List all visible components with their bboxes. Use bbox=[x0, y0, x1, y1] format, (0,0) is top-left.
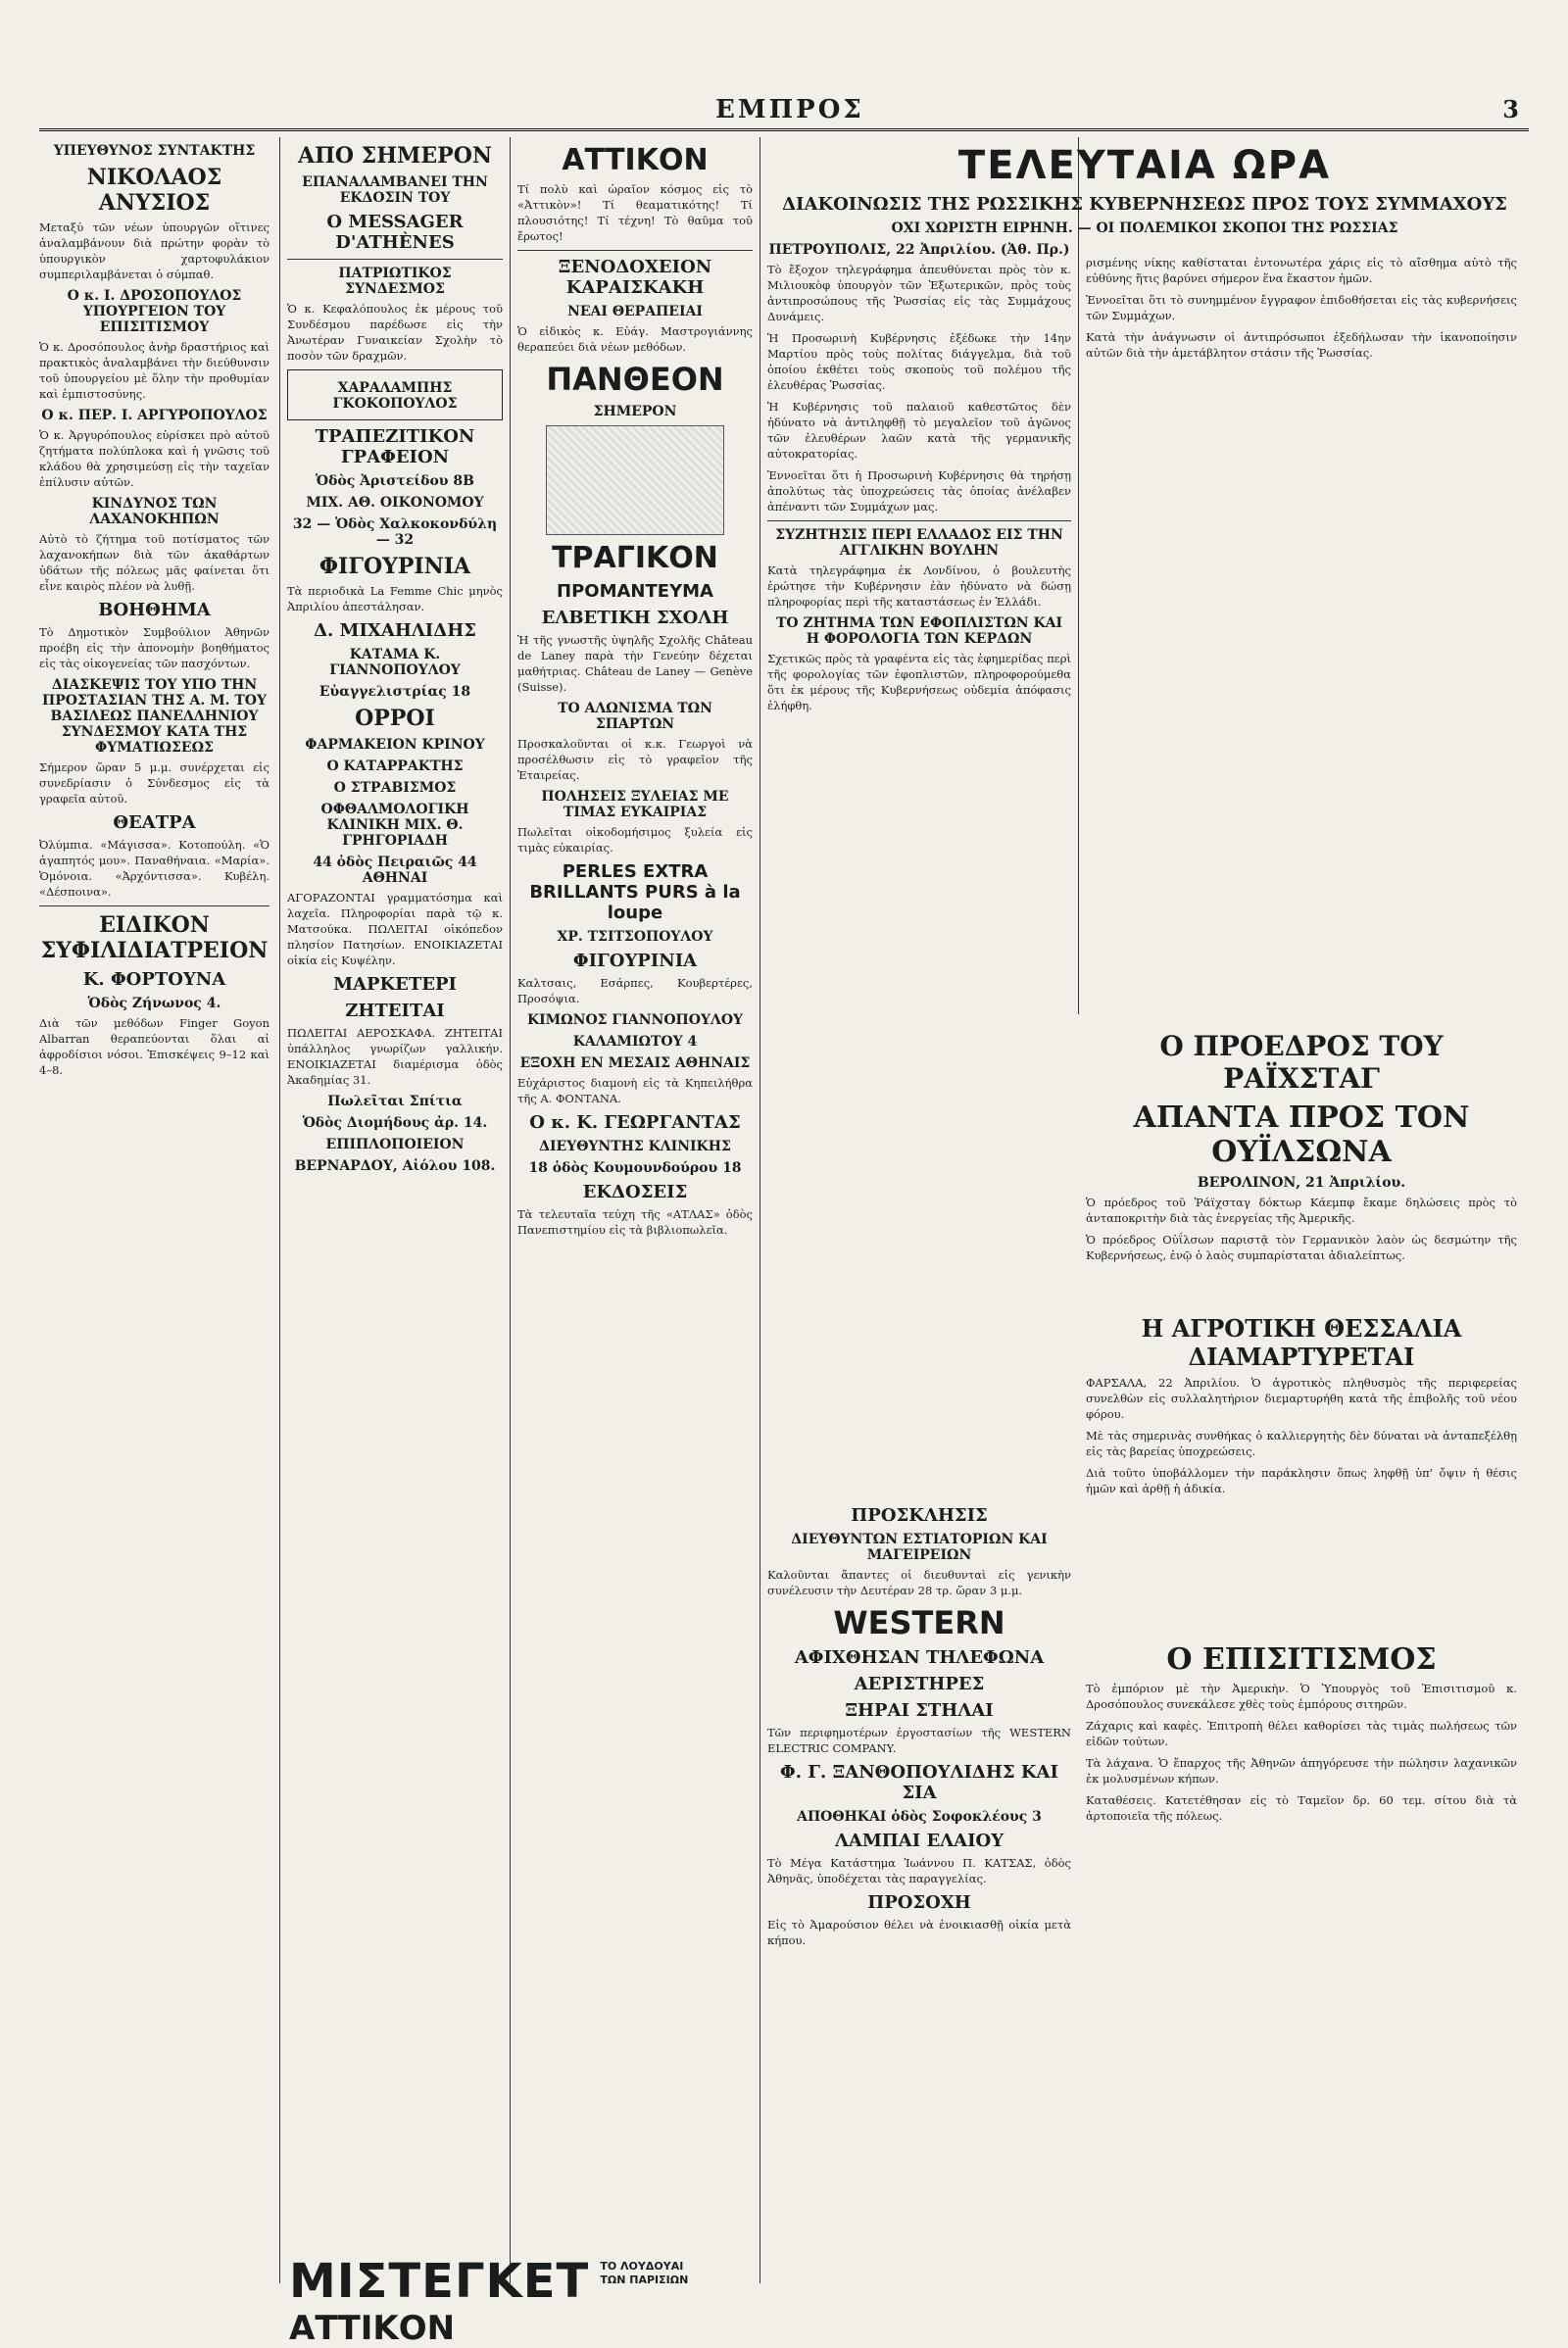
article-text: Τὸ Δημοτικὸν Συμβούλιον Ἀθηνῶν προέβη εἰς τὴν ἀπονομὴν βοηθήματος εἰς τὰς οἰκογενείας τῶν πασχόντων. bbox=[39, 625, 270, 670]
column-2 bbox=[287, 137, 503, 1178]
headline: ΤΟ ΖΗΤΗΜΑ ΤΩΝ ΕΦΟΠΛΙΣΤΩΝ ΚΑΙ Η ΦΟΡΟΛΟΓΙΑ ΤΩΝ ΚΕΡΔΩΝ bbox=[775, 615, 1063, 647]
article-text: Αὐτὸ τὸ ζήτημα τοῦ ποτίσματος τῶν λαχανοκήπων διὰ τῶν ἀκαθάρτων ὑδάτων τῆς πόλεως μᾶς φαίνεται ὅτι εἶνε καιρὸς πλέον νὰ λυθῇ. bbox=[39, 532, 270, 593]
article-text: Μὲ τὰς σημερινὰς συνθήκας ὁ καλλιεργητὴς δὲν δύναται νὰ ἀνταπεξέλθῃ εἰς τὰς βαρείας ὑποχρεώσεις. bbox=[1086, 1429, 1517, 1458]
ad-title: ΜΑΡΚΕΤΕΡΙ bbox=[333, 974, 457, 995]
divider bbox=[517, 250, 753, 251]
illustration bbox=[546, 425, 724, 535]
ad-title: Ο ΚΑΤΑΡΡΑΚΤΗΣ bbox=[326, 758, 464, 774]
ad-text: Διὰ τῶν μεθόδων Finger Goyon Albarran θεραπεύονται ὅλαι αἱ ἀφροδίσιοι νόσοι. Ἐπισκέψεις 9–12 καὶ 4–8. bbox=[39, 1016, 270, 1077]
article-text: Ὁ πρόεδρος Οὐΐλσων παριστᾷ τὸν Γερμανικὸν λαὸν ὡς δεσμώτην τῆς Κυβερνήσεως, ἐνῷ ὁ λαὸς συμπαρίσταται ἀδιαλείπτως. bbox=[1086, 1233, 1517, 1262]
divider bbox=[39, 905, 270, 906]
headline: Ο MESSAGER D'ATHÈNES bbox=[326, 212, 464, 253]
headline-last-hour: ΤΕΛΕΥΤΑΙΑ ΩΡΑ bbox=[957, 143, 1332, 188]
ad-text: Πωλεῖται οἰκοδομήσιμος ξυλεία εἰς τιμὰς εὐκαιρίας. bbox=[517, 825, 753, 855]
headline: Ο ΕΠΙΣΙΤΙΣΜΟΣ bbox=[1166, 1642, 1437, 1677]
ad-address: ΒΕΡΝΑΡΔΟΥ, Αἰόλου 108. bbox=[294, 1158, 496, 1174]
footer-ad-venue: ΑΤΤΙΚΟΝ bbox=[289, 2309, 456, 2348]
column-3 bbox=[517, 137, 753, 1244]
ad-name: ΦΑΡΜΑΚΕΙΟΝ ΚΡΙΝΟΥ bbox=[305, 737, 485, 753]
article-text: Ὁ κ. Ἀργυρόπουλος εὑρίσκει πρὸ αὐτοῦ ζητήματα πολύπλοκα καὶ ἡ γνῶσις τοῦ κλάδου θὰ χρησιμεύσῃ εἰς τὴν ταχεῖαν ἐπίλυσιν αὐτῶν. bbox=[39, 428, 270, 489]
article-text: Ὁ κ. Κεφαλόπουλος ἐκ μέρους τοῦ Συνδέσμου παρέδωσε εἰς τὴν Ἀνωτέραν Γυναικείαν Σχολὴν τὸ ποσὸν τῶν δραχμῶν. bbox=[287, 302, 503, 363]
column-rule bbox=[1078, 137, 1079, 1014]
ad-name: ΧΑΡΑΛΑΜΠΗΣ ΓΚΟΚΟΠΟΥΛΟΣ bbox=[332, 380, 458, 412]
editor-label: ΥΠΕΥΘΥΝΟΣ ΣΥΝΤΑΚΤΗΣ bbox=[53, 143, 256, 159]
ad-address: ΑΠΟΘΗΚΑΙ ὁδὸς Σοφοκλέους 3 bbox=[797, 1809, 1042, 1825]
ad-address: 44 ὁδὸς Πειραιῶς 44 ΑΘΗΝΑΙ bbox=[313, 855, 477, 886]
ad-title: ΞΕΝΟΔΟΧΕΙΟΝ ΚΑΡΑΙΣΚΑΚΗ bbox=[558, 257, 712, 298]
ad-name: Ο κ. Κ. ΓΕΩΡΓΑΝΤΑΣ bbox=[529, 1112, 741, 1133]
ad-name: ΜΙΧ. ΑΘ. ΟΙΚΟΝΟΜΟΥ bbox=[306, 495, 484, 511]
headline: ΒΟΗΘΗΜΑ bbox=[98, 600, 211, 620]
ad-title: ΦΙΓΟΥΡΙΝΙΑ bbox=[572, 951, 698, 971]
ad-text: Καλτσαις, Εσάρπες, Κουβερτέρες, Προσόψια. bbox=[517, 976, 753, 1005]
article-text: ρισμένης νίκης καθίσταται ἐντονωτέρα χάρις εἰς τὸ αἴσθημα αὐτὸ τῆς εὐθύνης ἥτις βαρύνει σήμερον ἕνα ἕκαστον ἡμῶν. bbox=[1086, 256, 1517, 285]
article-text: Κατὰ τὴν ἀνάγνωσιν οἱ ἀντιπρόσωποι ἐξεδήλωσαν τὴν ἱκανοποίησιν αὐτῶν διὰ τὴν ἀμετάβλητον στάσιν τῆς Ῥωσσίας. bbox=[1086, 330, 1517, 360]
headline: ΕΞΟΧΗ ΕΝ ΜΕΣΑΙΣ ΑΘΗΝΑΙΣ bbox=[519, 1055, 751, 1071]
ad-address: Ὁδὸς Διομήδους ἀρ. 14. bbox=[302, 1115, 488, 1131]
ad-title: ΑΕΡΙΣΤΗΡΕΣ bbox=[854, 1674, 985, 1694]
headline: ΠΡΟΣΚΛΗΣΙΣ bbox=[851, 1505, 988, 1526]
dateline: ΒΕΡΟΛΙΝΟΝ, 21 Ἀπριλίου. bbox=[1197, 1175, 1406, 1191]
ad-text: Εὐχάριστος διαμονὴ εἰς τὰ Κηπειλήθρα τῆς Α. ΦΟΝΤΑΝΑ. bbox=[517, 1076, 753, 1105]
headline: ΕΚΔΟΣΕΙΣ bbox=[582, 1182, 688, 1202]
article-text: Ἡ τῆς γνωστῆς ὑψηλῆς Σχολῆς Château de Laney παρὰ τὴν Γενεύην δέχεται μαθήτριας. Château de Laney — Genève (Suisse). bbox=[517, 633, 753, 694]
headline: ΑΤΤΙΚΟΝ bbox=[562, 143, 709, 177]
article-text: Τὰ λάχανα. Ὁ ἔπαρχος τῆς Ἀθηνῶν ἀπηγόρευσε τὴν πώλησιν λαχανικῶν ἐκ μολυσμένων κήπων. bbox=[1086, 1756, 1517, 1785]
article-text: Καλοῦνται ἅπαντες οἱ διευθυνταὶ εἰς γενικὴν συνέλευσιν τὴν Δευτέραν 28 τρ. ὥραν 3 μ.μ. bbox=[767, 1568, 1071, 1597]
ad-title: ΤΡΑΠΕΖΙΤΙΚΟΝ ΓΡΑΦΕΙΟΝ bbox=[315, 426, 475, 467]
column-rule bbox=[279, 137, 280, 2283]
ad-title: ΟΡΡΟΙ bbox=[355, 706, 435, 731]
article-text: Μεταξύ τῶν νέων ὑπουργῶν οἵτινες ἀναλαμβάνουν διὰ πρώτην φορὰν τὸ ὑπουργικὸν χαρτοφυλάκιον συμπεριλαμβάνεται ὁ σύμπαθ. bbox=[39, 220, 270, 281]
page-number: 3 bbox=[1502, 95, 1519, 123]
article-text: Ἐννοεῖται ὅτι ἡ Προσωρινὴ Κυβέρνησις θὰ τηρήσῃ ἀπολύτως τὰς ὑποχρεώσεις τὰς ὁποίας ἀνέλαβεν ἀπέναντι τῶν Συμμάχων μας. bbox=[767, 468, 1071, 514]
headline: Ο κ. Ι. ΔΡΟΣΟΠΟΥΛΟΣ ΥΠΟΥΡΓΕΙΟΝ ΤΟΥ ΕΠΙΣΙΤΙΣΜΟΥ bbox=[67, 288, 242, 335]
ad-address: Ὁδὸς Ἀριστείδου 8Β bbox=[316, 473, 474, 489]
president-article bbox=[1086, 1024, 1517, 1269]
article-text: Ὀλύμπια. «Μάγισσα». Κοτοπούλη. «Ὁ ἀγαπητός μου». Παναθήναια. «Μαρία». Ὁμόνοια. «Ἀρχόντισσα». Κυβέλη. «Δέσποινα». bbox=[39, 838, 270, 899]
ad-title: ΖΗΤΕΙΤΑΙ bbox=[345, 1001, 445, 1021]
column-rule bbox=[510, 137, 511, 2283]
article-text: Διὰ τοῦτο ὑποβάλλομεν τὴν παράκλησιν ὅπως ληφθῇ ὑπ' ὄψιν ἡ θέσις ἡμῶν καὶ ἀρθῇ ἡ ἀδικία. bbox=[1086, 1466, 1517, 1495]
article-text: Κατὰ τηλεγράφημα ἐκ Λονδίνου, ὁ βουλευτὴς ἐρώτησε τὴν Κυβέρνησιν ἐὰν ἠδύνατο νὰ δώσῃ πληροφορίας περὶ τῆς καταστάσεως ἐν Ἑλλάδι. bbox=[767, 563, 1071, 609]
article-text: Ὁ κ. Δροσόπουλος ἀνὴρ δραστήριος καὶ πρακτικὸς ἀναλαμβάνει τὴν διεύθυνσιν τοῦ ὑπουργείου μὲ ὅλην τὴν προθυμίαν καὶ ἐμπιστοσύνης. bbox=[39, 340, 270, 401]
headline: ΑΠΑΝΤΑ ΠΡΟΣ ΤΟΝ ΟΥΪΛΣΩΝΑ bbox=[1133, 1101, 1470, 1169]
headline: ΠΑΤΡΙΩΤΙΚΟΣ ΣΥΝΔΕΣΜΟΣ bbox=[338, 266, 452, 297]
article-text: Προσκαλοῦνται οἱ κ.κ. Γεωργοὶ νὰ προσέλθωσιν εἰς τὸ γραφεῖον τῆς Ἑταιρείας. bbox=[517, 737, 753, 782]
headline: ΔΙΑΚΟΙΝΩΣΙΣ ΤΗΣ ΡΩΣΣΙΚΗΣ ΚΥΒΕΡΝΗΣΕΩΣ ΠΡΟΣ ΤΟΥΣ ΣΥΜΜΑΧΟΥΣ bbox=[782, 194, 1507, 215]
headline: ΑΠΟ ΣΗΜΕΡΟΝ bbox=[298, 143, 492, 169]
article-text: Σχετικῶς πρὸς τὰ γραφέντα εἰς τὰς ἐφημερίδας περὶ τῆς φορολογίας τῶν ἐφοπλιστῶν, πληροφορούμεθα ὅτι ἐκ μέρους τῆς Κυβερνήσεως οὐδεμία ἀπόφασις ἐλήφθη. bbox=[767, 652, 1071, 712]
article-text: Ἡ Προσωρινὴ Κυβέρνησις ἐξέδωκε τὴν 14ην Μαρτίου πρὸς τοὺς πολίτας διάγγελμα, διὰ τοῦ ὁποίου ἐκθέτει τοὺς σκοποὺς τοῦ πολέμου τῆς ἐλευθέρας Ῥωσσίας. bbox=[767, 331, 1071, 392]
article-text: Τὸ ἐμπόριον μὲ τὴν Ἀμερικὴν. Ὁ Ὑπουργὸς τοῦ Ἐπισιτισμοῦ κ. Δροσόπουλος συνεκάλεσε χθὲς τοὺς ἐμπόρους σιτηρῶν. bbox=[1086, 1682, 1517, 1711]
article-text: Τί πολὺ καὶ ὡραῖον κόσμος εἰς τὸ «Ἀττικὸν»! Τί θεαματικότης! Τί πλουσιότης! Τί τέχνη! Τὸ θαῦμα τοῦ ἔρωτος! bbox=[517, 182, 753, 243]
ad-title: ΕΙΔΙΚΟΝ ΣΥΦΙΛΙΔΙΑΤΡΕΙΟΝ bbox=[40, 912, 269, 963]
headline: Η ΑΓΡΟΤΙΚΗ ΘΕΣΣΑΛΙΑ ΔΙΑΜΑΡΤΥΡΕΤΑΙ bbox=[1141, 1314, 1462, 1371]
ad-title: Πωλεῖται Σπίτια bbox=[327, 1094, 463, 1109]
ad-title: ΦΙΓΟΥΡΙΝΙΑ bbox=[318, 554, 471, 579]
food-article bbox=[1086, 1637, 1517, 1830]
headline: ΤΟ ΑΛΩΝΙΣΜΑ ΤΩΝ ΣΠΑΡΤΩΝ bbox=[558, 701, 712, 732]
ad-address: Ὁδὸς Ζήνωνος 4. bbox=[87, 996, 221, 1011]
ad-sub: ΝΕΑΙ ΘΕΡΑΠΕΙΑΙ bbox=[567, 304, 703, 319]
classified-text: ΠΩΛΕΙΤΑΙ ΑΕΡΟΣΚΑΦΑ. ΖΗΤΕΙΤΑΙ ὑπάλληλος γνωρίζων γαλλικήν. ΕΝΟΙΚΙΑΖΕΤΑΙ διαμέρισμα ὁδὸς Ἀκαδημίας 31. bbox=[287, 1026, 503, 1087]
headline-sub: ΔΙΕΥΘΥΝΤΩΝ ΕΣΤΙΑΤΟΡΙΩΝ ΚΑΙ ΜΑΓΕΙΡΕΙΩΝ bbox=[791, 1532, 1048, 1563]
column-4-lower bbox=[767, 1499, 1071, 1954]
footer-ad bbox=[289, 2254, 750, 2348]
footer-ad-sub bbox=[600, 2260, 688, 2287]
ad-title: ΤΡΑΓΙΚΟΝ bbox=[552, 541, 718, 575]
ad-text: Εἰς τὸ Ἀμαρούσιον θέλει νὰ ἐνοικιασθῇ οἰκία μετὰ κήπου. bbox=[767, 1918, 1071, 1947]
headline: ΕΛΒΕΤΙΚΗ ΣΧΟΛΗ bbox=[541, 608, 729, 628]
ad-text: Τὸ Μέγα Κατάστημα Ἰωάννου Π. ΚΑΤΣΑΣ, ὁδὸς Ἀθηνᾶς, ὑποδέχεται τὰς παραγγελίας. bbox=[767, 1856, 1071, 1885]
divider bbox=[287, 259, 503, 260]
ad-title: ΕΠΙΠΛΟΠΟΙΕΙΟΝ bbox=[325, 1137, 465, 1152]
footer-ad-line2: ΤΩΝ ΠΑΡΙΣΙΩΝ bbox=[600, 2274, 689, 2286]
article-text: Τὰ τελευταῖα τεύχη τῆς «ΑΤΛΑΣ» ὁδὸς Πανεπιστημίου εἰς τὰ βιβλιοπωλεῖα. bbox=[517, 1207, 753, 1237]
editor-name: ΝΙΚΟΛΑΟΣ ΑΝΥΣΙΟΣ bbox=[86, 165, 222, 216]
masthead bbox=[39, 93, 1529, 131]
ad-title: ΠΡΟΣΟΧΗ bbox=[867, 1892, 971, 1913]
ad-title: WESTERN bbox=[833, 1604, 1005, 1641]
headline: ΟΧΙ ΧΩΡΙΣΤΗ ΕΙΡΗΝΗ. — ΟΙ ΠΟΛΕΜΙΚΟΙ ΣΚΟΠΟΙ ΤΗΣ ΡΩΣΣΙΑΣ bbox=[891, 220, 1398, 236]
ad-sub: ΚΑΤΑΜΑ Κ. ΓΙΑΝΝΟΠΟΥΛΟΥ bbox=[329, 647, 461, 678]
ad-name: Δ. ΜΙΧΑΗΛΙΔΗΣ bbox=[314, 620, 476, 641]
ad-box bbox=[287, 369, 503, 420]
ad-text: Τὰ περιοδικὰ La Femme Chic μηνὸς Ἀπριλίου ἀπεστάλησαν. bbox=[287, 584, 503, 613]
headline: ΕΠΑΝΑΛΑΜΒΑΝΕΙ ΤΗΝ ΕΚΔΟΣΙΝ ΤΟΥ bbox=[302, 174, 488, 206]
section-theatres: ΘΕΑΤΡΑ bbox=[113, 812, 196, 833]
ad-sub: ΑΦΙΧΘΗΣΑΝ ΤΗΛΕΦΩΝΑ bbox=[794, 1647, 1045, 1668]
ad-sub: ΠΡΟΜΑΝΤΕΥΜΑ bbox=[557, 581, 713, 602]
column-5 bbox=[1086, 255, 1517, 367]
footer-ad-line1: ΤΟ ΛΟΥΔΟΥΑΙ bbox=[600, 2260, 684, 2273]
article-text: Ἐννοεῖται ὅτι τὸ συνημμένον ἔγγραφον ἐπιδοθήσεται εἰς τὰς κυβερνήσεις τῶν Συμμάχων. bbox=[1086, 293, 1517, 322]
article-text: Σήμερον ὥραν 5 μ.μ. συνέρχεται εἰς συνεδρίασιν ὁ Σύνδεσμος εἰς τὰ γραφεῖα αὐτοῦ. bbox=[39, 760, 270, 806]
headline: Ο ΠΡΟΕΔΡΟΣ ΤΟΥ ΡΑΪΧΣΤΑΓ bbox=[1159, 1030, 1444, 1095]
ad-address: Εὐαγγελιστρίας 18 bbox=[318, 684, 471, 700]
masthead-title: ΕΜΠΡΟΣ bbox=[715, 95, 864, 124]
article-text: Καταθέσεις. Κατετέθησαν εἰς τὸ Ταμεῖον δρ. 60 τεμ. σίτου διὰ τὰ ἀρτοποιεῖα τῆς πόλεως. bbox=[1086, 1793, 1517, 1823]
ad-title: PERLES EXTRA BRILLANTS PURS à la loupe bbox=[529, 861, 741, 923]
ad-sub: ΣΗΜΕΡΟΝ bbox=[593, 404, 677, 419]
ad-name: ΚΙΜΩΝΟΣ ΓΙΑΝΝΟΠΟΥΛΟΥ bbox=[526, 1012, 744, 1028]
footer-ad-title: ΜΙΣΤΕΓΚΕΤ bbox=[289, 2254, 590, 2309]
article-text: ΦΑΡΣΑΛΑ, 22 Ἀπριλίου. Ὁ ἀγροτικὸς πληθυσμὸς τῆς περιφερείας συνελθὼν εἰς συλλαλητήριον διεμαρτυρήθη κατὰ τῆς ἐπιβολῆς τοῦ νέου φόρου. bbox=[1086, 1376, 1517, 1421]
article-text: Ζάχαρις καὶ καφὲς. Ἐπιτροπὴ θέλει καθορίσει τὰς τιμὰς πωλήσεως τῶν εἰδῶν τούτων. bbox=[1086, 1719, 1517, 1748]
ad-title: ΛΑΜΠΑΙ ΕΛΑΙΟΥ bbox=[834, 1831, 1004, 1851]
ad-title: Ο ΣΤΡΑΒΙΣΜΟΣ bbox=[333, 780, 457, 796]
headline: ΚΙΝΔΥΝΟΣ ΤΩΝ ΛΑΧΑΝΟΚΗΠΩΝ bbox=[89, 496, 220, 527]
headline: ΠΟΛΗΣΕΙΣ ΞΥΛΕΙΑΣ ΜΕ ΤΙΜΑΣ ΕΥΚΑΙΡΙΑΣ bbox=[541, 789, 729, 820]
headline: ΔΙΑΣΚΕΨΙΣ ΤΟΥ ΥΠΟ ΤΗΝ ΠΡΟΣΤΑΣΙΑΝ ΤΗΣ Α. Μ. ΤΟΥ ΒΑΣΙΛΕΩΣ ΠΑΝΕΛΛΗΝΙΟΥ ΣΥΝΔΕΣΜΟΥ ΚΑΤΑ ΤΗΣ ΦΥΜΑΤΙΩΣΕΩΣ bbox=[42, 677, 267, 756]
ad-address: ΚΑΛΑΜΙΩΤΟΥ 4 bbox=[572, 1034, 698, 1050]
ad-sub: ΧΡ. ΤΣΙΤΣΟΠΟΥΛΟΥ bbox=[557, 929, 713, 945]
ad-text: Τῶν περιφημοτέρων ἐργοστασίων τῆς WESTERN ELECTRIC COMPANY. bbox=[767, 1726, 1071, 1755]
ad-name: ΟΦΘΑΛΜΟΛΟΓΙΚΗ ΚΛΙΝΙΚΗ ΜΙΧ. Θ. ΓΡΗΓΟΡΙΑΔΗ bbox=[320, 802, 469, 849]
ad-address: 18 ὁδὸς Κουμουνδούρου 18 bbox=[528, 1160, 742, 1176]
ad-text: Ὁ εἰδικὸς κ. Εὐάγ. Μαστρογιάννης θεραπεύει διὰ νέων μεθόδων. bbox=[517, 324, 753, 354]
divider bbox=[767, 520, 1071, 521]
classified-text: ΑΓΟΡΑΖΟΝΤΑΙ γραμματόσημα καὶ λαχεῖα. Πληροφορίαι παρὰ τῷ κ. Ματσούκα. ΠΩΛΕΙΤΑΙ οἰκόπεδον πλησίον Πατησίων. ΕΝΟΙΚΙΑΖΕΤΑΙ οἰκία εἰς Κυψέλην. bbox=[287, 891, 503, 967]
dateline: ΠΕΤΡΟΥΠΟΛΙΣ, 22 Ἀπριλίου. (Ἀθ. Πρ.) bbox=[768, 242, 1070, 258]
column-1 bbox=[39, 137, 270, 1084]
ad-address: 32 — Ὁδὸς Χαλκοκονδύλη — 32 bbox=[292, 516, 498, 548]
headline: Ο κ. ΠΕΡ. Ι. ΑΡΓΥΡΟΠΟΥΛΟΣ bbox=[41, 408, 268, 423]
article-text: Ἡ Κυβέρνησις τοῦ παλαιοῦ καθεστῶτος δὲν ἠδύνατο νὰ ἀντιληφθῇ τὸ μεγαλεῖον τοῦ ἀγῶνος τῶν ἐλευθέρων λαῶν κατὰ τῆς γερμανικῆς αὐτοκρατορίας. bbox=[767, 400, 1071, 461]
ad-name: Φ. Γ. ΞΑΝΘΟΠΟΥΛΙΔΗΣ ΚΑΙ ΣΙΑ bbox=[780, 1762, 1058, 1803]
headline: ΣΥΖΗΤΗΣΙΣ ΠΕΡΙ ΕΛΛΑΔΟΣ ΕΙΣ ΤΗΝ ΑΓΓΛΙΚΗΝ ΒΟΥΛΗΝ bbox=[775, 527, 1063, 559]
ad-title: ΞΗΡΑΙ ΣΤΗΛΑΙ bbox=[845, 1700, 994, 1721]
ad-title: ΠΑΝΘΕΟΝ bbox=[546, 361, 724, 398]
thessaly-article bbox=[1086, 1308, 1517, 1502]
article-text: Τὸ ἔξοχον τηλεγράφημα ἀπευθύνεται πρὸς τὸν κ. Μιλιουκὸφ ὑπουργὸν τῶν Ἐξωτερικῶν, πρὸς τοὺς ἀντιπροσώπους τῆς Ῥωσσίας εἰς τὰς Συμμάχους Δυνάμεις. bbox=[767, 263, 1071, 323]
ad-name: Κ. ΦΟΡΤΟΥΝΑ bbox=[82, 969, 226, 990]
article-text: Ὁ πρόεδρος τοῦ Ῥάϊχσταγ δόκτωρ Κάεμπφ ἔκαμε δηλώσεις πρὸς τὸ ἀνταποκριτὴν διὰ τὰς ἐνεργείας τῆς Ἀμερικῆς. bbox=[1086, 1196, 1517, 1225]
ad-sub: ΔΙΕΥΘΥΝΤΗΣ ΚΛΙΝΙΚΗΣ bbox=[539, 1139, 731, 1154]
